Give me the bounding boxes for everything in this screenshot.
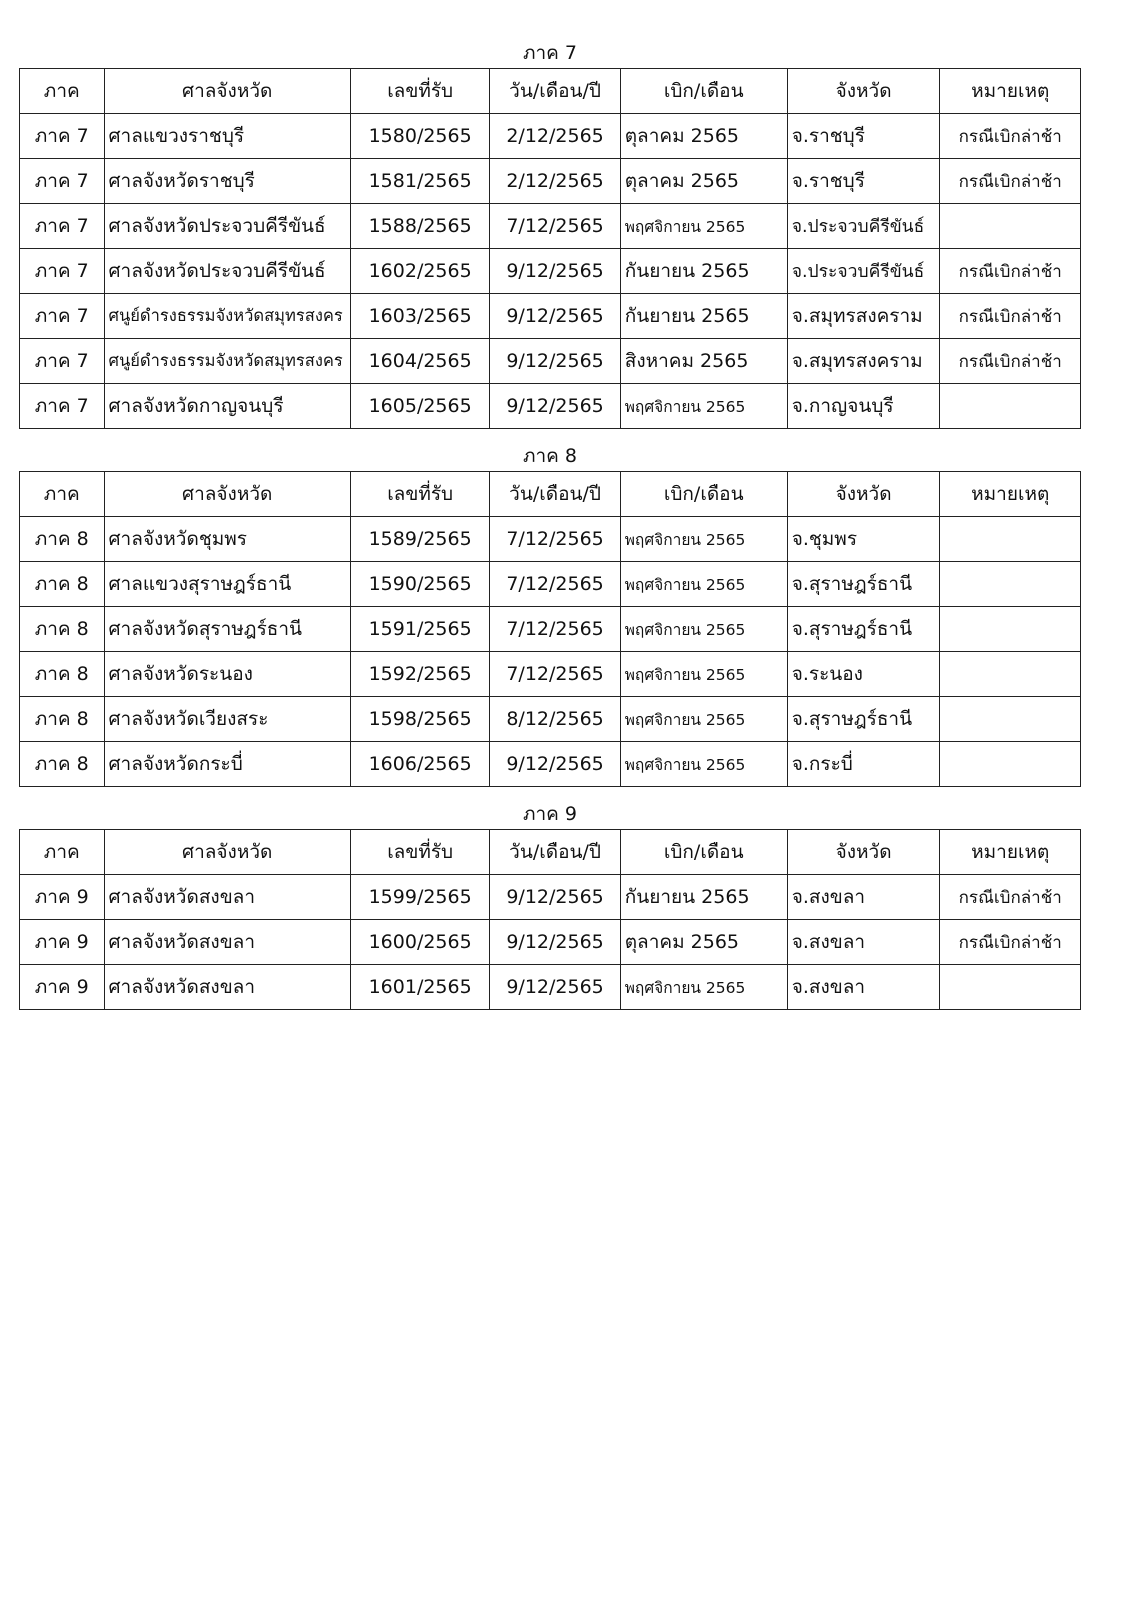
section-region-8 <box>19 441 1081 787</box>
header-col-court: ศาลจังหวัด <box>104 472 350 517</box>
table-header-row <box>20 830 1081 875</box>
cell-court: ศาลจังหวัดสุราษฎร์ธานี <box>104 607 350 652</box>
cell-month: สิงหาคม 2565 <box>620 339 787 384</box>
cell-date: 2/12/2565 <box>490 114 620 159</box>
cell-court: ศาลจังหวัดสงขลา <box>104 875 350 920</box>
table-row <box>20 920 1081 965</box>
header-col-province: จังหวัด <box>787 830 940 875</box>
header-col-month: เบิก/เดือน <box>620 830 787 875</box>
cell-note: กรณีเบิกล่าช้า <box>940 114 1081 159</box>
section-region-7 <box>19 38 1081 429</box>
records-table <box>19 829 1081 1010</box>
cell-receipt-no: 1592/2565 <box>350 652 489 697</box>
cell-province: จ.สมุทรสงคราม <box>787 339 940 384</box>
cell-province: จ.สงขลา <box>787 920 940 965</box>
records-table <box>19 68 1081 429</box>
cell-region: ภาค 9 <box>20 875 105 920</box>
cell-month: กันยายน 2565 <box>620 875 787 920</box>
cell-note <box>940 965 1081 1010</box>
cell-receipt-no: 1598/2565 <box>350 697 489 742</box>
cell-province: จ.สงขลา <box>787 875 940 920</box>
table-row <box>20 652 1081 697</box>
cell-region: ภาค 7 <box>20 114 105 159</box>
table-header-row <box>20 472 1081 517</box>
cell-court: ศาลจังหวัดชุมพร <box>104 517 350 562</box>
table-row <box>20 697 1081 742</box>
cell-date: 8/12/2565 <box>490 697 620 742</box>
cell-region: ภาค 7 <box>20 339 105 384</box>
cell-province: จ.สมุทรสงคราม <box>787 294 940 339</box>
cell-month: ตุลาคม 2565 <box>620 920 787 965</box>
cell-note <box>940 742 1081 787</box>
cell-month: กันยายน 2565 <box>620 249 787 294</box>
table-row <box>20 294 1081 339</box>
cell-note: กรณีเบิกล่าช้า <box>940 920 1081 965</box>
cell-note <box>940 607 1081 652</box>
cell-region: ภาค 9 <box>20 965 105 1010</box>
cell-court: ศาลจังหวัดสงขลา <box>104 920 350 965</box>
cell-province: จ.ระนอง <box>787 652 940 697</box>
cell-province: จ.ประจวบคีรีขันธ์ <box>787 249 940 294</box>
cell-province: จ.ชุมพร <box>787 517 940 562</box>
header-col-province: จังหวัด <box>787 69 940 114</box>
cell-date: 9/12/2565 <box>490 249 620 294</box>
header-col-month: เบิก/เดือน <box>620 472 787 517</box>
cell-date: 7/12/2565 <box>490 517 620 562</box>
cell-date: 7/12/2565 <box>490 562 620 607</box>
cell-date: 9/12/2565 <box>490 384 620 429</box>
cell-court: ศาลแขวงสุราษฎร์ธานี <box>104 562 350 607</box>
cell-date: 2/12/2565 <box>490 159 620 204</box>
cell-month: พฤศจิกายน 2565 <box>620 384 787 429</box>
table-row <box>20 204 1081 249</box>
table-row <box>20 114 1081 159</box>
cell-region: ภาค 8 <box>20 607 105 652</box>
cell-receipt-no: 1588/2565 <box>350 204 489 249</box>
cell-month: พฤศจิกายน 2565 <box>620 652 787 697</box>
table-row <box>20 384 1081 429</box>
cell-note: กรณีเบิกล่าช้า <box>940 294 1081 339</box>
cell-court: ศาลจังหวัดระนอง <box>104 652 350 697</box>
cell-month: พฤศจิกายน 2565 <box>620 562 787 607</box>
cell-region: ภาค 7 <box>20 204 105 249</box>
cell-receipt-no: 1602/2565 <box>350 249 489 294</box>
cell-region: ภาค 7 <box>20 384 105 429</box>
cell-province: จ.กาญจนบุรี <box>787 384 940 429</box>
cell-region: ภาค 7 <box>20 159 105 204</box>
header-col-date: วัน/เดือน/ปี <box>490 472 620 517</box>
cell-court: ศาลจังหวัดสงขลา <box>104 965 350 1010</box>
cell-province: จ.ราชบุรี <box>787 159 940 204</box>
header-col-date: วัน/เดือน/ปี <box>490 830 620 875</box>
cell-region: ภาค 8 <box>20 697 105 742</box>
cell-court: ศาลจังหวัดราชบุรี <box>104 159 350 204</box>
cell-date: 9/12/2565 <box>490 339 620 384</box>
header-col-receipt-no: เลขที่รับ <box>350 472 489 517</box>
cell-month: ตุลาคม 2565 <box>620 159 787 204</box>
cell-month: พฤศจิกายน 2565 <box>620 697 787 742</box>
cell-province: จ.สุราษฎร์ธานี <box>787 562 940 607</box>
cell-receipt-no: 1599/2565 <box>350 875 489 920</box>
cell-receipt-no: 1605/2565 <box>350 384 489 429</box>
section-title: ภาค 7 <box>522 42 578 64</box>
section-title: ภาค 8 <box>522 445 578 467</box>
cell-date: 7/12/2565 <box>490 607 620 652</box>
cell-month: พฤศจิกายน 2565 <box>620 517 787 562</box>
cell-court: ศาลจังหวัดประจวบคีรีขันธ์ <box>104 204 350 249</box>
table-row <box>20 339 1081 384</box>
cell-date: 9/12/2565 <box>490 875 620 920</box>
cell-date: 9/12/2565 <box>490 965 620 1010</box>
header-col-receipt-no: เลขที่รับ <box>350 69 489 114</box>
table-row <box>20 965 1081 1010</box>
cell-receipt-no: 1601/2565 <box>350 965 489 1010</box>
cell-note: กรณีเบิกล่าช้า <box>940 875 1081 920</box>
cell-month: พฤศจิกายน 2565 <box>620 607 787 652</box>
header-col-note: หมายเหตุ <box>940 69 1081 114</box>
cell-court: ศาลจังหวัดประจวบคีรีขันธ์ <box>104 249 350 294</box>
cell-court: ศาลจังหวัดกระบี่ <box>104 742 350 787</box>
cell-note: กรณีเบิกล่าช้า <box>940 249 1081 294</box>
cell-receipt-no: 1589/2565 <box>350 517 489 562</box>
header-col-month: เบิก/เดือน <box>620 69 787 114</box>
cell-province: จ.สุราษฎร์ธานี <box>787 607 940 652</box>
header-col-date: วัน/เดือน/ปี <box>490 69 620 114</box>
cell-month: กันยายน 2565 <box>620 294 787 339</box>
header-col-region: ภาค <box>20 69 105 114</box>
cell-region: ภาค 8 <box>20 742 105 787</box>
cell-date: 9/12/2565 <box>490 294 620 339</box>
header-col-region: ภาค <box>20 472 105 517</box>
cell-date: 7/12/2565 <box>490 204 620 249</box>
cell-month: พฤศจิกายน 2565 <box>620 742 787 787</box>
cell-region: ภาค 7 <box>20 294 105 339</box>
section-region-9 <box>19 799 1081 1010</box>
cell-date: 7/12/2565 <box>490 652 620 697</box>
cell-region: ภาค 8 <box>20 652 105 697</box>
cell-note <box>940 204 1081 249</box>
cell-court: ศาลจังหวัดกาญจนบุรี <box>104 384 350 429</box>
cell-region: ภาค 8 <box>20 517 105 562</box>
cell-receipt-no: 1603/2565 <box>350 294 489 339</box>
cell-receipt-no: 1606/2565 <box>350 742 489 787</box>
cell-receipt-no: 1591/2565 <box>350 607 489 652</box>
cell-note: กรณีเบิกล่าช้า <box>940 159 1081 204</box>
section-title: ภาค 9 <box>522 803 578 825</box>
cell-province: จ.สงขลา <box>787 965 940 1010</box>
table-row <box>20 517 1081 562</box>
header-col-note: หมายเหตุ <box>940 472 1081 517</box>
cell-province: จ.ราชบุรี <box>787 114 940 159</box>
header-col-note: หมายเหตุ <box>940 830 1081 875</box>
cell-receipt-no: 1600/2565 <box>350 920 489 965</box>
cell-region: ภาค 9 <box>20 920 105 965</box>
cell-province: จ.ประจวบคีรีขันธ์ <box>787 204 940 249</box>
cell-region: ภาค 7 <box>20 249 105 294</box>
header-col-court: ศาลจังหวัด <box>104 830 350 875</box>
header-col-court: ศาลจังหวัด <box>104 69 350 114</box>
cell-note <box>940 562 1081 607</box>
cell-receipt-no: 1580/2565 <box>350 114 489 159</box>
header-col-province: จังหวัด <box>787 472 940 517</box>
cell-month: ตุลาคม 2565 <box>620 114 787 159</box>
cell-date: 9/12/2565 <box>490 742 620 787</box>
cell-receipt-no: 1581/2565 <box>350 159 489 204</box>
cell-region: ภาค 8 <box>20 562 105 607</box>
cell-note: กรณีเบิกล่าช้า <box>940 339 1081 384</box>
cell-court: ศาลจังหวัดเวียงสระ <box>104 697 350 742</box>
table-row <box>20 159 1081 204</box>
header-col-receipt-no: เลขที่รับ <box>350 830 489 875</box>
records-table <box>19 471 1081 787</box>
cell-receipt-no: 1604/2565 <box>350 339 489 384</box>
cell-court: ศนูย์ดำรงธรรมจังหวัดสมุทรสงคร <box>104 294 350 339</box>
cell-note <box>940 697 1081 742</box>
table-header-row <box>20 69 1081 114</box>
cell-note <box>940 384 1081 429</box>
cell-province: จ.สุราษฎร์ธานี <box>787 697 940 742</box>
cell-province: จ.กระบี่ <box>787 742 940 787</box>
cell-court: ศาลแขวงราชบุรี <box>104 114 350 159</box>
table-row <box>20 742 1081 787</box>
table-row <box>20 875 1081 920</box>
cell-court: ศนูย์ดำรงธรรมจังหวัดสมุทรสงคร <box>104 339 350 384</box>
cell-month: พฤศจิกายน 2565 <box>620 204 787 249</box>
table-row <box>20 607 1081 652</box>
cell-note <box>940 652 1081 697</box>
header-col-region: ภาค <box>20 830 105 875</box>
cell-month: พฤศจิกายน 2565 <box>620 965 787 1010</box>
cell-note <box>940 517 1081 562</box>
table-row <box>20 249 1081 294</box>
cell-receipt-no: 1590/2565 <box>350 562 489 607</box>
cell-date: 9/12/2565 <box>490 920 620 965</box>
table-row <box>20 562 1081 607</box>
